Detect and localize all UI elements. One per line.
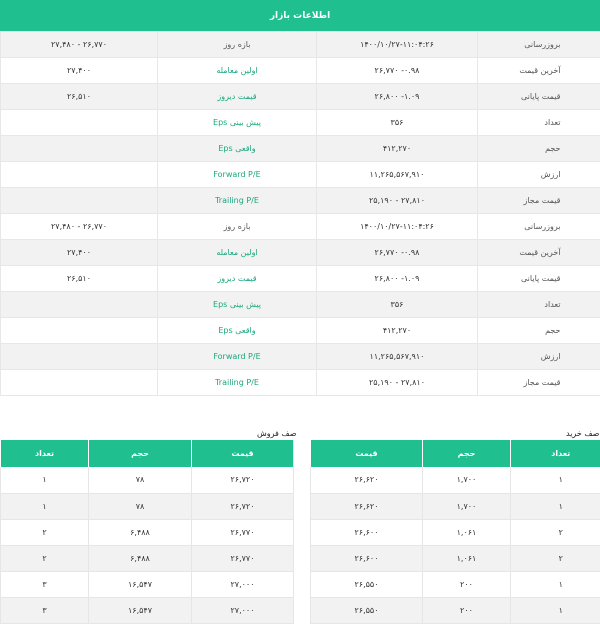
panel-title: اطلاعات بازار	[269, 10, 331, 21]
sell-header-count: تعداد	[1, 440, 89, 467]
sell-queue-cell: ۲۶,۷۲۰	[192, 467, 294, 493]
sell-queue-cell: ۲۷,۰۰۰	[192, 597, 294, 623]
sell-queue-cell: ۲	[1, 545, 89, 571]
buy-queue-row	[311, 467, 600, 493]
market-primary-value: ۱۱,۲۶۵,۵۶۷,۹۱۰	[317, 162, 478, 188]
sell-queue-cell: ۳	[1, 571, 89, 597]
sell-header-volume: حجم	[89, 440, 192, 467]
buy-queue-cell: ۲۰۰	[423, 571, 511, 597]
buy-queue-cell: ۲۶,۶۲۰	[311, 467, 423, 493]
buy-queue-cell: ۱	[511, 571, 600, 597]
sell-queue-cell: ۲۷,۰۰۰	[192, 571, 294, 597]
market-primary-value: ۲۶,۷۷۰ -۰.۹۸	[317, 58, 478, 84]
buy-queue-cell: ۲۰۰	[423, 597, 511, 623]
sell-queue-row	[1, 597, 294, 623]
market-primary-label: قیمت مجاز	[478, 188, 600, 214]
market-secondary-value	[1, 162, 158, 188]
market-primary-value: ۲۶,۷۷۰ -۰.۹۸	[317, 240, 478, 266]
buy-queue-table	[310, 440, 600, 624]
market-primary-value: ۱۴۰۰/۱۰/۲۷-۱۱:۰۴:۲۶	[317, 214, 478, 240]
market-primary-label: آخرین قیمت	[478, 240, 600, 266]
market-primary-value: ۱۴۰۰/۱۰/۲۷-۱۱:۰۴:۲۶	[317, 32, 478, 58]
market-row	[1, 136, 600, 162]
sell-queue-cell: ۷۸	[89, 493, 192, 519]
market-secondary-label: بازه روز	[158, 214, 317, 240]
market-secondary-value	[1, 188, 158, 214]
market-secondary-value: ۲۶,۵۱۰	[1, 84, 158, 110]
market-primary-value: ۲۵,۱۹۰ - ۲۷,۸۱۰	[317, 188, 478, 214]
buy-queue-row	[311, 571, 600, 597]
market-primary-label: قیمت مجاز	[478, 370, 600, 396]
market-row	[1, 214, 600, 240]
market-row	[1, 58, 600, 84]
market-primary-label: قیمت پایانی	[478, 266, 600, 292]
sell-queue-cell: ۱۶,۵۴۷	[89, 571, 192, 597]
market-secondary-label: Trailing P/E	[158, 370, 317, 396]
market-primary-label: تعداد	[478, 292, 600, 318]
market-secondary-value	[1, 292, 158, 318]
market-row	[1, 240, 600, 266]
market-primary-value: ۲۶,۸۰۰ -۱.۰۹	[317, 266, 478, 292]
market-primary-label: ارزش	[478, 344, 600, 370]
market-secondary-value	[1, 136, 158, 162]
sell-queue-cell: ۶,۴۸۸	[89, 545, 192, 571]
sell-queue-cell: ۱	[1, 467, 89, 493]
market-secondary-value: ۲۶,۵۱۰	[1, 266, 158, 292]
market-row	[1, 344, 600, 370]
market-primary-label: بروزرسانی	[478, 32, 600, 58]
buy-queue-cell: ۲۶,۶۲۰	[311, 493, 423, 519]
market-primary-value: ۱۱,۲۶۵,۵۶۷,۹۱۰	[317, 344, 478, 370]
market-row	[1, 188, 600, 214]
buy-queue-cell: ۲	[511, 519, 600, 545]
buy-queue-caption: صف خرید	[566, 429, 600, 438]
buy-queue-cell: ۲۶,۵۵۰	[311, 597, 423, 623]
market-secondary-value: ۲۷,۴۸۰ - ۲۶,۷۷۰	[1, 214, 158, 240]
market-info-table	[0, 31, 600, 396]
market-row	[1, 32, 600, 58]
buy-queue-cell: ۲۶,۶۰۰	[311, 519, 423, 545]
buy-header-price: قیمت	[311, 440, 423, 467]
buy-queue-cell: ۱,۷۰۰	[423, 467, 511, 493]
market-secondary-label: قیمت دیروز	[158, 84, 317, 110]
sell-queue-cell: ۱۶,۵۴۷	[89, 597, 192, 623]
market-secondary-label: اولین معامله	[158, 240, 317, 266]
buy-header-count: تعداد	[511, 440, 600, 467]
sell-queue-cell: ۲۶,۷۲۰	[192, 493, 294, 519]
market-primary-label: بروزرسانی	[478, 214, 600, 240]
buy-queue-cell: ۱,۰۶۱	[423, 519, 511, 545]
market-primary-value: ۳۵۶	[317, 292, 478, 318]
market-row	[1, 84, 600, 110]
market-secondary-label: Eps واقعی	[158, 318, 317, 344]
market-secondary-value: ۲۷,۴۰۰	[1, 58, 158, 84]
market-secondary-label: Eps واقعی	[158, 136, 317, 162]
sell-queue-cell: ۲۶,۷۷۰	[192, 519, 294, 545]
market-row	[1, 110, 600, 136]
market-secondary-label: Forward P/E	[158, 162, 317, 188]
market-secondary-value	[1, 344, 158, 370]
market-secondary-label: بازه روز	[158, 32, 317, 58]
sell-queue-caption: صف فروش	[257, 429, 297, 438]
buy-queue-cell: ۱,۰۶۱	[423, 545, 511, 571]
buy-queue-cell: ۱	[511, 467, 600, 493]
buy-queue-cell: ۲۶,۶۰۰	[311, 545, 423, 571]
buy-queue-cell: ۲۶,۵۵۰	[311, 571, 423, 597]
sell-queue-cell: ۷۸	[89, 467, 192, 493]
market-row	[1, 370, 600, 396]
buy-queue-cell: ۱,۷۰۰	[423, 493, 511, 519]
sell-queue-table	[0, 440, 294, 624]
sell-queue-cell: ۲	[1, 519, 89, 545]
market-primary-value: ۳۵۶	[317, 110, 478, 136]
sell-queue-row	[1, 467, 294, 493]
market-primary-value: ۴۱۲,۲۷۰	[317, 136, 478, 162]
buy-queue-cell: ۲	[511, 545, 600, 571]
market-primary-value: ۲۵,۱۹۰ - ۲۷,۸۱۰	[317, 370, 478, 396]
market-secondary-label: Eps پیش بینی	[158, 110, 317, 136]
market-secondary-label: Forward P/E	[158, 344, 317, 370]
market-secondary-value: ۲۷,۴۸۰ - ۲۶,۷۷۰	[1, 32, 158, 58]
market-secondary-value	[1, 110, 158, 136]
buy-queue-row	[311, 545, 600, 571]
market-row	[1, 318, 600, 344]
buy-queue-row	[311, 519, 600, 545]
market-row	[1, 162, 600, 188]
sell-queue-row	[1, 545, 294, 571]
market-secondary-label: اولین معامله	[158, 58, 317, 84]
sell-queue-row	[1, 493, 294, 519]
sell-queue-cell: ۲۶,۷۷۰	[192, 545, 294, 571]
buy-queue-cell: ۱	[511, 597, 600, 623]
market-primary-label: آخرین قیمت	[478, 58, 600, 84]
market-primary-label: تعداد	[478, 110, 600, 136]
sell-queue-row	[1, 519, 294, 545]
buy-header-volume: حجم	[423, 440, 511, 467]
market-primary-label: ارزش	[478, 162, 600, 188]
market-secondary-label: Eps پیش بینی	[158, 292, 317, 318]
market-row	[1, 266, 600, 292]
buy-queue-row	[311, 597, 600, 623]
market-secondary-label: Trailing P/E	[158, 188, 317, 214]
market-info-header	[0, 0, 600, 31]
buy-queue-cell: ۱	[511, 493, 600, 519]
market-secondary-label: قیمت دیروز	[158, 266, 317, 292]
market-secondary-value: ۲۷,۴۰۰	[1, 240, 158, 266]
sell-header-price: قیمت	[192, 440, 294, 467]
sell-queue-row	[1, 571, 294, 597]
market-primary-label: قیمت پایانی	[478, 84, 600, 110]
market-secondary-value	[1, 370, 158, 396]
market-primary-value: ۲۶,۸۰۰ -۱.۰۹	[317, 84, 478, 110]
sell-queue-cell: ۳	[1, 597, 89, 623]
market-primary-label: حجم	[478, 136, 600, 162]
sell-queue-cell: ۶,۴۸۸	[89, 519, 192, 545]
market-primary-label: حجم	[478, 318, 600, 344]
buy-queue-row	[311, 493, 600, 519]
market-secondary-value	[1, 318, 158, 344]
sell-queue-cell: ۱	[1, 493, 89, 519]
market-primary-value: ۴۱۲,۲۷۰	[317, 318, 478, 344]
market-row	[1, 292, 600, 318]
